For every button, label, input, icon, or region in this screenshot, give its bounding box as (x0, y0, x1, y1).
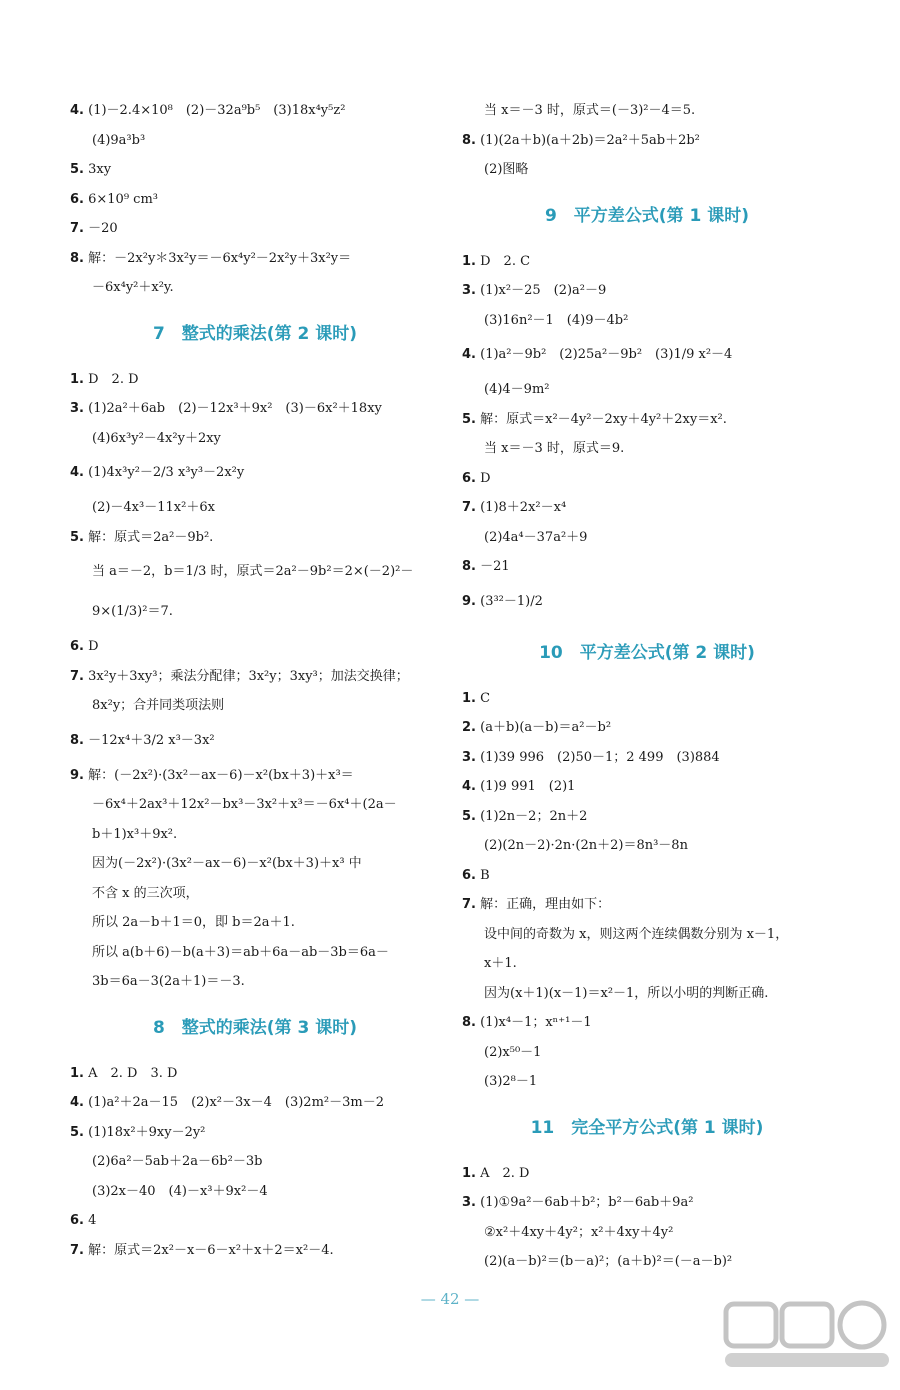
answer-text: (2)图略 (484, 162, 529, 177)
question-number: 1. (462, 253, 476, 269)
question-number: 8. (70, 732, 84, 748)
question-number: 6. (70, 1213, 84, 1228)
answer-text: D 2. D (88, 371, 139, 387)
question-number: 9. (462, 593, 476, 609)
answer-line (70, 214, 440, 244)
answer-line (70, 96, 440, 126)
answer-text: (4)4－9m² (484, 382, 550, 397)
question-number: 6. (70, 191, 84, 207)
answer-text: (3³²－1)/2 (480, 593, 543, 609)
answer-text: 解：正确，理由如下： (480, 897, 611, 912)
answer-line (70, 908, 440, 938)
question-number: 6. (462, 470, 476, 486)
answer-text: 当 x＝－3 时，原式＝(－3)²－4＝5. (484, 103, 696, 118)
answer-text: 解：(－2x²)·(3x²－ax－6)－x²(bx＋3)＋x³＝ (88, 767, 354, 783)
question-number: 7. (70, 221, 84, 236)
answer-text: 解：原式＝2x²－x－6－x²＋x＋2＝x²－4. (88, 1242, 334, 1258)
answer-text: (1)a²＋2a－15 (2)x²－3x－4 (3)2m²－3m－2 (88, 1095, 384, 1110)
answer-line (70, 552, 440, 592)
answer-line (462, 772, 832, 802)
answer-text: －21 (480, 559, 510, 574)
question-number: 4. (70, 103, 84, 118)
answer-line (70, 424, 440, 454)
answer-text: D (88, 639, 99, 654)
answer-line (70, 1118, 440, 1148)
answer-text: 9×(1/3)²＝7. (92, 604, 173, 619)
answer-text: (3)16n²－1 (4)9－4b² (484, 312, 629, 328)
answer-text: －12x⁴＋3/2 x³－3x² (88, 732, 215, 748)
question-number: 8. (462, 559, 476, 574)
answer-line (70, 879, 440, 909)
answer-line (70, 967, 440, 997)
answer-text: 6×10⁹ cm³ (88, 191, 158, 207)
answer-text: (2)(2n－2)·2n·(2n＋2)＝8n³－8n (484, 838, 688, 853)
answer-line (462, 1067, 832, 1097)
answer-line (462, 582, 832, 622)
question-number: 8. (462, 1015, 476, 1030)
answer-text: (1)8＋2x²－x⁴ (480, 500, 567, 515)
answer-line (70, 1088, 440, 1118)
answer-line (70, 790, 440, 820)
answer-text: 所以 a(b＋6)－b(a＋3)＝ab＋6a－ab－3b＝6a－ (92, 944, 389, 960)
answer-text: (1)2n－2；2n＋2 (480, 808, 588, 824)
answer-text: 解：－2x²y＊3x²y＝－6x⁴y²－2x²y＋3x²y＝ (88, 250, 352, 266)
answer-line (462, 1159, 832, 1189)
answer-line (70, 849, 440, 879)
answer-line (70, 662, 440, 692)
answer-text: 当 x＝－3 时，原式＝9. (484, 441, 625, 456)
answer-line (462, 523, 832, 553)
answer-text: C (480, 690, 491, 706)
answer-text: ②x²＋4xy＋4y²；x²＋4xy＋4y² (484, 1224, 674, 1240)
answer-line (70, 244, 440, 274)
question-number: 3. (462, 749, 476, 765)
answer-text: 不含 x 的三次项， (92, 885, 199, 901)
question-number: 5. (462, 808, 476, 824)
answer-line (70, 493, 440, 523)
answer-line (462, 96, 832, 126)
question-number: 7. (462, 500, 476, 515)
answer-text: 因为(x＋1)(x－1)＝x²－1，所以小明的判断正确. (484, 985, 769, 1001)
answer-text: (1)①9a²－6ab＋b²；b²－6ab＋9a² (480, 1195, 694, 1210)
answer-text: D (480, 470, 491, 486)
answer-text: －6x⁴＋2ax³＋12x²－bx³－3x²＋x³＝－6x⁴＋(2a－ (92, 797, 397, 812)
answer-text: －20 (88, 221, 118, 236)
question-number: 5. (70, 1124, 84, 1140)
question-number: 4. (70, 465, 84, 480)
answer-line (462, 802, 832, 832)
answer-text: (1)9 991 (2)1 (480, 779, 576, 794)
watermark-logo-icon (722, 1300, 892, 1384)
answer-line (70, 632, 440, 662)
question-number: 3. (462, 1195, 476, 1210)
answer-text: (3)2x－40 (4)－x³＋9x²－4 (92, 1183, 268, 1199)
answer-line (462, 155, 832, 185)
answer-text: (1)2a²＋6ab (2)－12x³＋9x² (3)－6x²＋18xy (88, 401, 382, 416)
section-heading: 10 平方差公式(第 2 课时) (539, 642, 755, 663)
answer-line (462, 1247, 832, 1277)
question-number: 1. (462, 690, 476, 706)
answer-line (70, 185, 440, 215)
question-number: 6. (462, 867, 476, 883)
answer-text: A 2. D (480, 1165, 530, 1181)
question-number: 8. (462, 132, 476, 148)
answer-line (70, 761, 440, 791)
answer-line (70, 394, 440, 424)
answer-line (462, 552, 832, 582)
answer-line (462, 493, 832, 523)
question-number: 3. (70, 401, 84, 416)
answer-line (462, 306, 832, 336)
question-number: 8. (70, 250, 84, 266)
answer-text: 解：原式＝x²－4y²－2xy＋4y²＋2xy＝x². (480, 411, 727, 427)
answer-line (462, 464, 832, 494)
answer-text: (1)39 996 (2)50－1；2 499 (3)884 (480, 749, 720, 765)
section-heading: 9 平方差公式(第 1 课时) (544, 205, 750, 226)
answer-line (462, 979, 832, 1009)
answer-line (70, 592, 440, 632)
answer-text: (4)6x³y²－4x²y＋2xy (92, 430, 221, 446)
section-heading: 11 完全平方公式(第 1 课时) (530, 1117, 764, 1138)
answer-line (462, 335, 832, 375)
answer-text: 设中间的奇数为 x，则这两个连续偶数分别为 x－1， (484, 926, 789, 942)
question-number: 4. (462, 347, 476, 362)
answer-line (70, 691, 440, 721)
answer-line (70, 938, 440, 968)
answer-line (462, 1218, 832, 1248)
answer-text: B (480, 867, 490, 883)
answer-line (462, 1038, 832, 1068)
question-number: 1. (70, 1065, 84, 1081)
answer-text: (1)a²－9b² (2)25a²－9b² (3)1/9 x²－4 (480, 347, 733, 362)
answer-text: b＋1)x³＋9x². (92, 826, 178, 842)
page-number: — 42 — (420, 1290, 480, 1308)
answer-text: 所以 2a－b＋1＝0，即 b＝2a＋1. (92, 915, 295, 930)
answer-text: (2)－4x³－11x²＋6x (92, 500, 215, 515)
question-number: 5. (70, 162, 84, 177)
question-number: 1. (70, 371, 84, 387)
answer-text: (1)x²－25 (2)a²－9 (480, 283, 607, 298)
question-number: 7. (462, 897, 476, 912)
answer-line (70, 273, 440, 303)
question-number: 4. (462, 779, 476, 794)
answer-line (70, 1206, 440, 1236)
answer-text: 当 a＝－2，b＝1/3 时，原式＝2a²－9b²＝2×(－2)²－ (92, 564, 414, 579)
answer-line (70, 820, 440, 850)
answer-text: (2)4a⁴－37a²＋9 (484, 529, 588, 545)
answer-text: (1)－2.4×10⁸ (2)－32a⁹b⁵ (3)18x⁴y⁵z² (88, 103, 346, 118)
answer-line (462, 1188, 832, 1218)
answer-line (462, 831, 832, 861)
answer-line (462, 276, 832, 306)
answer-text: 3b＝6a－3(2a＋1)＝－3. (92, 974, 245, 989)
section-heading: 7 整式的乘法(第 2 课时) (152, 323, 358, 344)
answer-text: (2)x⁵⁰－1 (484, 1044, 542, 1060)
watermark-logo (722, 1300, 892, 1384)
answer-line (70, 523, 440, 553)
answer-line (462, 126, 832, 156)
answer-text: (a＋b)(a－b)＝a²－b² (480, 720, 612, 735)
answer-line (70, 126, 440, 156)
question-number: 5. (70, 529, 84, 545)
answer-text: －6x⁴y²＋x²y. (92, 280, 174, 295)
answer-text: (1)4x³y²－2/3 x³y³－2x²y (88, 465, 245, 480)
answer-text: x＋1. (484, 956, 517, 971)
question-number: 2. (462, 720, 476, 735)
section-heading: 8 整式的乘法(第 3 课时) (152, 1017, 358, 1038)
answer-line (70, 1236, 440, 1266)
answer-line (70, 365, 440, 395)
right-column (462, 96, 832, 1277)
answer-text: D 2. C (480, 253, 531, 269)
answer-line (462, 684, 832, 714)
answer-text: (2)(a－b)²＝(b－a)²；(a＋b)²＝(－a－b)² (484, 1254, 733, 1269)
left-column (70, 96, 440, 1265)
question-number: 7. (70, 668, 84, 684)
question-number: 7. (70, 1242, 84, 1258)
answer-text: (4)9a³b³ (92, 132, 146, 148)
answer-line (462, 861, 832, 891)
answer-text: (1)(2a＋b)(a＋2b)＝2a²＋5ab＋2b² (480, 132, 700, 148)
answer-line (462, 434, 832, 464)
answer-text: 3xy (88, 162, 112, 177)
answer-line (462, 890, 832, 920)
answer-text: 解：原式＝2a²－9b². (88, 529, 214, 545)
question-number: 6. (70, 639, 84, 654)
answer-text: 3x²y＋3xy³；乘法分配律；3x²y；3xy³；加法交换律； (88, 668, 409, 684)
question-number: 1. (462, 1165, 476, 1181)
answer-line (462, 375, 832, 405)
answer-text: 4 (88, 1213, 97, 1228)
answer-line (70, 155, 440, 185)
answer-line (70, 1147, 440, 1177)
answer-text: 因为(－2x²)·(3x²－ax－6)－x²(bx＋3)＋x³ 中 (92, 856, 362, 871)
answer-text: (1)18x²＋9xy－2y² (88, 1124, 206, 1140)
answer-line (70, 1177, 440, 1207)
answer-text: A 2. D 3. D (88, 1065, 178, 1081)
question-number: 5. (462, 411, 476, 427)
answer-text: (3)2⁸－1 (484, 1074, 538, 1089)
answer-line (462, 247, 832, 277)
question-number: 4. (70, 1095, 84, 1110)
answer-line (462, 949, 832, 979)
answer-line (462, 1008, 832, 1038)
answer-line (70, 453, 440, 493)
answer-line (462, 920, 832, 950)
question-number: 3. (462, 283, 476, 298)
answer-line (70, 721, 440, 761)
answer-line (462, 743, 832, 773)
answer-line (70, 1059, 440, 1089)
answer-line (462, 405, 832, 435)
question-number: 9. (70, 767, 84, 783)
answer-text: (1)x⁴－1；xⁿ⁺¹－1 (480, 1015, 592, 1030)
answer-line (462, 713, 832, 743)
answer-text: (2)6a²－5ab＋2a－6b²－3b (92, 1154, 263, 1169)
answer-text: 8x²y；合并同类项法则 (92, 698, 225, 713)
